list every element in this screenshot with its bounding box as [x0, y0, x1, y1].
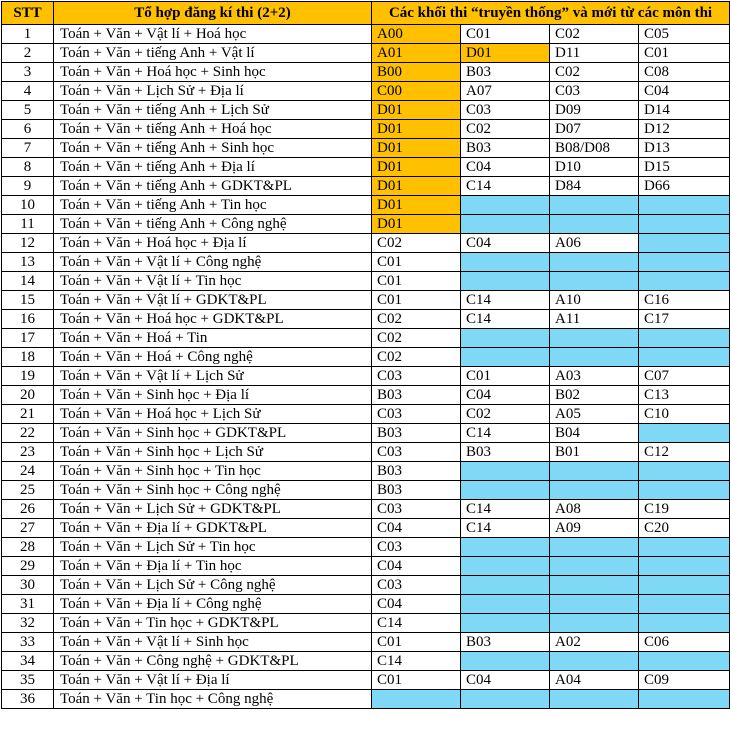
subject-combination: Toán + Văn + Sinh học + GDKT&PL: [54, 424, 372, 443]
table-row: [2, 576, 730, 595]
row-number: 22: [2, 424, 54, 443]
subject-combination: Toán + Văn + tiếng Anh + Sinh học: [54, 139, 372, 158]
table-header-row: [2, 2, 730, 25]
exam-block-code: C12: [639, 443, 730, 462]
exam-block-code: C17: [639, 310, 730, 329]
exam-block-code: C04: [639, 82, 730, 101]
row-number: 28: [2, 538, 54, 557]
row-number: 6: [2, 120, 54, 139]
row-number: 30: [2, 576, 54, 595]
row-number: 15: [2, 291, 54, 310]
exam-block-code: C03: [372, 500, 461, 519]
subject-combination: Toán + Văn + Sinh học + Lịch Sử: [54, 443, 372, 462]
table-row: [2, 500, 730, 519]
exam-block-code: C01: [372, 253, 461, 272]
exam-block-code: C01: [372, 671, 461, 690]
empty-block-cell: [639, 462, 730, 481]
exam-block-code: C10: [639, 405, 730, 424]
exam-block-code: C02: [372, 310, 461, 329]
exam-block-code: D10: [550, 158, 639, 177]
row-number: 21: [2, 405, 54, 424]
table-row: [2, 462, 730, 481]
subject-combination: Toán + Văn + tiếng Anh + Hoá học: [54, 120, 372, 139]
empty-block-cell: [639, 348, 730, 367]
subject-combination: Toán + Văn + Lịch Sử + Tin học: [54, 538, 372, 557]
exam-block-code: C02: [550, 63, 639, 82]
subject-combination: Toán + Văn + Tin học + Công nghệ: [54, 690, 372, 709]
exam-block-code: C01: [639, 44, 730, 63]
exam-block-code: D14: [639, 101, 730, 120]
empty-block-cell: [461, 348, 550, 367]
exam-block-code: A03: [550, 367, 639, 386]
row-number: 26: [2, 500, 54, 519]
exam-block-code: C14: [461, 291, 550, 310]
empty-block-cell: [461, 253, 550, 272]
exam-block-code: D01: [461, 44, 550, 63]
exam-block-code: B08/D08: [550, 139, 639, 158]
empty-block-cell: [639, 424, 730, 443]
empty-block-cell: [461, 215, 550, 234]
table-row: [2, 215, 730, 234]
subject-combination: Toán + Văn + tiếng Anh + Địa lí: [54, 158, 372, 177]
empty-block-cell: [550, 196, 639, 215]
row-number: 19: [2, 367, 54, 386]
exam-block-code: C01: [372, 272, 461, 291]
row-number: 14: [2, 272, 54, 291]
table-row: [2, 557, 730, 576]
empty-block-cell: [550, 329, 639, 348]
empty-block-cell: [461, 557, 550, 576]
table-row: [2, 120, 730, 139]
empty-block-cell: [639, 557, 730, 576]
subject-combination: Toán + Văn + Vật lí + Hoá học: [54, 25, 372, 44]
subject-combination: Toán + Văn + Vật lí + Công nghệ: [54, 253, 372, 272]
empty-block-cell: [639, 272, 730, 291]
empty-block-cell: [639, 253, 730, 272]
exam-block-code: D01: [372, 215, 461, 234]
empty-block-cell: [639, 234, 730, 253]
exam-block-code: A01: [372, 44, 461, 63]
empty-block-cell: [550, 576, 639, 595]
empty-block-cell: [461, 272, 550, 291]
subject-combination: Toán + Văn + Sinh học + Địa lí: [54, 386, 372, 405]
row-number: 33: [2, 633, 54, 652]
exam-block-code: C01: [372, 633, 461, 652]
exam-block-code: C01: [372, 291, 461, 310]
empty-block-cell: [461, 538, 550, 557]
exam-block-code: C02: [372, 329, 461, 348]
exam-block-code: C01: [461, 367, 550, 386]
subject-combination: Toán + Văn + tiếng Anh + Vật lí: [54, 44, 372, 63]
empty-block-cell: [461, 614, 550, 633]
exam-block-code: C03: [372, 405, 461, 424]
row-number: 16: [2, 310, 54, 329]
exam-block-code: B03: [372, 462, 461, 481]
table-row: [2, 671, 730, 690]
exam-block-code: D01: [372, 158, 461, 177]
subject-combination: Toán + Văn + Vật lí + Lịch Sử: [54, 367, 372, 386]
row-number: 3: [2, 63, 54, 82]
row-number: 13: [2, 253, 54, 272]
row-number: 36: [2, 690, 54, 709]
subject-combination: Toán + Văn + Hoá + Công nghệ: [54, 348, 372, 367]
subject-combination: Toán + Văn + Lịch Sử + Công nghệ: [54, 576, 372, 595]
exam-block-code: A10: [550, 291, 639, 310]
empty-block-cell: [550, 253, 639, 272]
exam-block-code: B02: [550, 386, 639, 405]
table-row: [2, 272, 730, 291]
subject-combination: Toán + Văn + Tin học + GDKT&PL: [54, 614, 372, 633]
exam-block-code: D01: [372, 139, 461, 158]
exam-block-code: C02: [461, 405, 550, 424]
exam-block-code: A00: [372, 25, 461, 44]
table-row: [2, 386, 730, 405]
empty-block-cell: [550, 652, 639, 671]
empty-block-cell: [550, 557, 639, 576]
empty-block-cell: [550, 690, 639, 709]
row-number: 35: [2, 671, 54, 690]
exam-block-code: D01: [372, 177, 461, 196]
exam-block-code: B01: [550, 443, 639, 462]
exam-block-code: C16: [639, 291, 730, 310]
exam-block-code: D84: [550, 177, 639, 196]
row-number: 32: [2, 614, 54, 633]
row-number: 2: [2, 44, 54, 63]
row-number: 25: [2, 481, 54, 500]
exam-block-code: C02: [461, 120, 550, 139]
empty-block-cell: [639, 538, 730, 557]
empty-block-cell: [461, 481, 550, 500]
exam-block-code: C14: [461, 177, 550, 196]
empty-block-cell: [639, 481, 730, 500]
exam-block-code: D01: [372, 196, 461, 215]
exam-block-code: C04: [461, 158, 550, 177]
row-number: 27: [2, 519, 54, 538]
exam-block-code: C14: [372, 614, 461, 633]
exam-block-code: C04: [372, 557, 461, 576]
table-row: [2, 329, 730, 348]
exam-block-code: A08: [550, 500, 639, 519]
header-stt: STT: [2, 2, 54, 25]
subject-combination: Toán + Văn + Sinh học + Công nghệ: [54, 481, 372, 500]
exam-block-code: C01: [461, 25, 550, 44]
table-row: [2, 196, 730, 215]
exam-block-code: C14: [461, 500, 550, 519]
exam-block-code: B03: [461, 139, 550, 158]
table-row: [2, 177, 730, 196]
subject-combination: Toán + Văn + Địa lí + Công nghệ: [54, 595, 372, 614]
exam-block-code: D01: [372, 120, 461, 139]
table-row: [2, 614, 730, 633]
exam-block-code: C03: [372, 538, 461, 557]
table-row: [2, 63, 730, 82]
table-row: [2, 234, 730, 253]
exam-block-code: A09: [550, 519, 639, 538]
empty-block-cell: [550, 272, 639, 291]
subject-combination: Toán + Văn + Vật lí + Tin học: [54, 272, 372, 291]
row-number: 10: [2, 196, 54, 215]
exam-block-code: D01: [372, 101, 461, 120]
empty-block-cell: [550, 595, 639, 614]
exam-block-code: C03: [372, 576, 461, 595]
table-row: [2, 405, 730, 424]
exam-block-code: A04: [550, 671, 639, 690]
row-number: 8: [2, 158, 54, 177]
table-row: [2, 538, 730, 557]
exam-block-code: C06: [639, 633, 730, 652]
table-row: [2, 595, 730, 614]
header-combination: Tổ hợp đăng kí thi (2+2): [54, 2, 372, 25]
exam-block-code: C08: [639, 63, 730, 82]
empty-block-cell: [639, 576, 730, 595]
subject-combination: Toán + Văn + tiếng Anh + Tin học: [54, 196, 372, 215]
empty-block-cell: [639, 652, 730, 671]
empty-block-cell: [639, 196, 730, 215]
row-number: 29: [2, 557, 54, 576]
exam-block-code: C03: [372, 367, 461, 386]
subject-combination: Toán + Văn + Công nghệ + GDKT&PL: [54, 652, 372, 671]
exam-block-code: C00: [372, 82, 461, 101]
subject-combination: Toán + Văn + Lịch Sử + Địa lí: [54, 82, 372, 101]
exam-block-code: C02: [550, 25, 639, 44]
table-row: [2, 519, 730, 538]
exam-block-code: A02: [550, 633, 639, 652]
empty-block-cell: [372, 690, 461, 709]
exam-block-code: C04: [372, 519, 461, 538]
exam-block-code: D66: [639, 177, 730, 196]
empty-block-cell: [550, 481, 639, 500]
row-number: 34: [2, 652, 54, 671]
row-number: 17: [2, 329, 54, 348]
row-number: 11: [2, 215, 54, 234]
exam-block-code: C14: [461, 424, 550, 443]
table-row: [2, 690, 730, 709]
subject-combination: Toán + Văn + Lịch Sử + GDKT&PL: [54, 500, 372, 519]
row-number: 5: [2, 101, 54, 120]
exam-block-code: A06: [550, 234, 639, 253]
empty-block-cell: [550, 614, 639, 633]
exam-block-code: C03: [372, 443, 461, 462]
subject-combination: Toán + Văn + tiếng Anh + Lịch Sử: [54, 101, 372, 120]
row-number: 23: [2, 443, 54, 462]
exam-combination-table: [1, 1, 730, 709]
exam-block-code: B03: [372, 424, 461, 443]
table-row: [2, 310, 730, 329]
exam-block-code: D12: [639, 120, 730, 139]
exam-block-code: A11: [550, 310, 639, 329]
exam-block-code: C04: [461, 386, 550, 405]
subject-combination: Toán + Văn + Hoá học + Địa lí: [54, 234, 372, 253]
empty-block-cell: [461, 576, 550, 595]
exam-block-code: D11: [550, 44, 639, 63]
subject-combination: Toán + Văn + Vật lí + GDKT&PL: [54, 291, 372, 310]
row-number: 24: [2, 462, 54, 481]
exam-block-code: D15: [639, 158, 730, 177]
exam-block-code: C05: [639, 25, 730, 44]
exam-block-code: C02: [372, 234, 461, 253]
exam-block-code: B04: [550, 424, 639, 443]
table-row: [2, 633, 730, 652]
exam-block-code: D09: [550, 101, 639, 120]
exam-block-code: B03: [372, 386, 461, 405]
table-row: [2, 82, 730, 101]
table-body: [2, 25, 730, 709]
empty-block-cell: [639, 690, 730, 709]
empty-block-cell: [461, 196, 550, 215]
exam-block-code: C04: [372, 595, 461, 614]
subject-combination: Toán + Văn + Địa lí + Tin học: [54, 557, 372, 576]
table-row: [2, 443, 730, 462]
row-number: 31: [2, 595, 54, 614]
exam-block-code: C02: [372, 348, 461, 367]
empty-block-cell: [461, 595, 550, 614]
exam-block-code: C14: [372, 652, 461, 671]
subject-combination: Toán + Văn + Vật lí + Sinh học: [54, 633, 372, 652]
exam-block-code: B00: [372, 63, 461, 82]
subject-combination: Toán + Văn + Sinh học + Tin học: [54, 462, 372, 481]
row-number: 20: [2, 386, 54, 405]
table-row: [2, 348, 730, 367]
subject-combination: Toán + Văn + Vật lí + Địa lí: [54, 671, 372, 690]
subject-combination: Toán + Văn + tiếng Anh + Công nghệ: [54, 215, 372, 234]
exam-block-code: C09: [639, 671, 730, 690]
table-row: [2, 25, 730, 44]
row-number: 4: [2, 82, 54, 101]
empty-block-cell: [461, 462, 550, 481]
row-number: 12: [2, 234, 54, 253]
row-number: 7: [2, 139, 54, 158]
exam-block-code: C04: [461, 234, 550, 253]
empty-block-cell: [639, 215, 730, 234]
exam-block-code: C04: [461, 671, 550, 690]
exam-block-code: D13: [639, 139, 730, 158]
subject-combination: Toán + Văn + Hoá học + Lịch Sử: [54, 405, 372, 424]
table-row: [2, 481, 730, 500]
exam-block-code: C03: [461, 101, 550, 120]
exam-block-code: C13: [639, 386, 730, 405]
exam-block-code: C03: [550, 82, 639, 101]
exam-block-code: B03: [372, 481, 461, 500]
table-row: [2, 139, 730, 158]
header-exam-blocks: Các khối thi “truyền thống” và mới từ các môn thi: [372, 2, 730, 25]
exam-block-code: C14: [461, 310, 550, 329]
row-number: 1: [2, 25, 54, 44]
row-number: 18: [2, 348, 54, 367]
table-row: [2, 158, 730, 177]
subject-combination: Toán + Văn + tiếng Anh + GDKT&PL: [54, 177, 372, 196]
table-row: [2, 101, 730, 120]
exam-block-code: C19: [639, 500, 730, 519]
subject-combination: Toán + Văn + Hoá học + GDKT&PL: [54, 310, 372, 329]
exam-block-code: C07: [639, 367, 730, 386]
empty-block-cell: [639, 595, 730, 614]
table-row: [2, 291, 730, 310]
exam-block-code: C14: [461, 519, 550, 538]
empty-block-cell: [461, 329, 550, 348]
table-row: [2, 253, 730, 272]
exam-block-code: A05: [550, 405, 639, 424]
empty-block-cell: [461, 690, 550, 709]
exam-block-code: C20: [639, 519, 730, 538]
table-row: [2, 367, 730, 386]
exam-block-code: B03: [461, 633, 550, 652]
empty-block-cell: [550, 348, 639, 367]
empty-block-cell: [550, 538, 639, 557]
empty-block-cell: [550, 462, 639, 481]
exam-block-code: B03: [461, 443, 550, 462]
table-row: [2, 652, 730, 671]
subject-combination: Toán + Văn + Hoá học + Sinh học: [54, 63, 372, 82]
empty-block-cell: [639, 614, 730, 633]
table-row: [2, 424, 730, 443]
exam-block-code: A07: [461, 82, 550, 101]
row-number: 9: [2, 177, 54, 196]
empty-block-cell: [550, 215, 639, 234]
exam-block-code: B03: [461, 63, 550, 82]
exam-block-code: D07: [550, 120, 639, 139]
subject-combination: Toán + Văn + Địa lí + GDKT&PL: [54, 519, 372, 538]
subject-combination: Toán + Văn + Hoá + Tin: [54, 329, 372, 348]
empty-block-cell: [639, 329, 730, 348]
table-row: [2, 44, 730, 63]
empty-block-cell: [461, 652, 550, 671]
